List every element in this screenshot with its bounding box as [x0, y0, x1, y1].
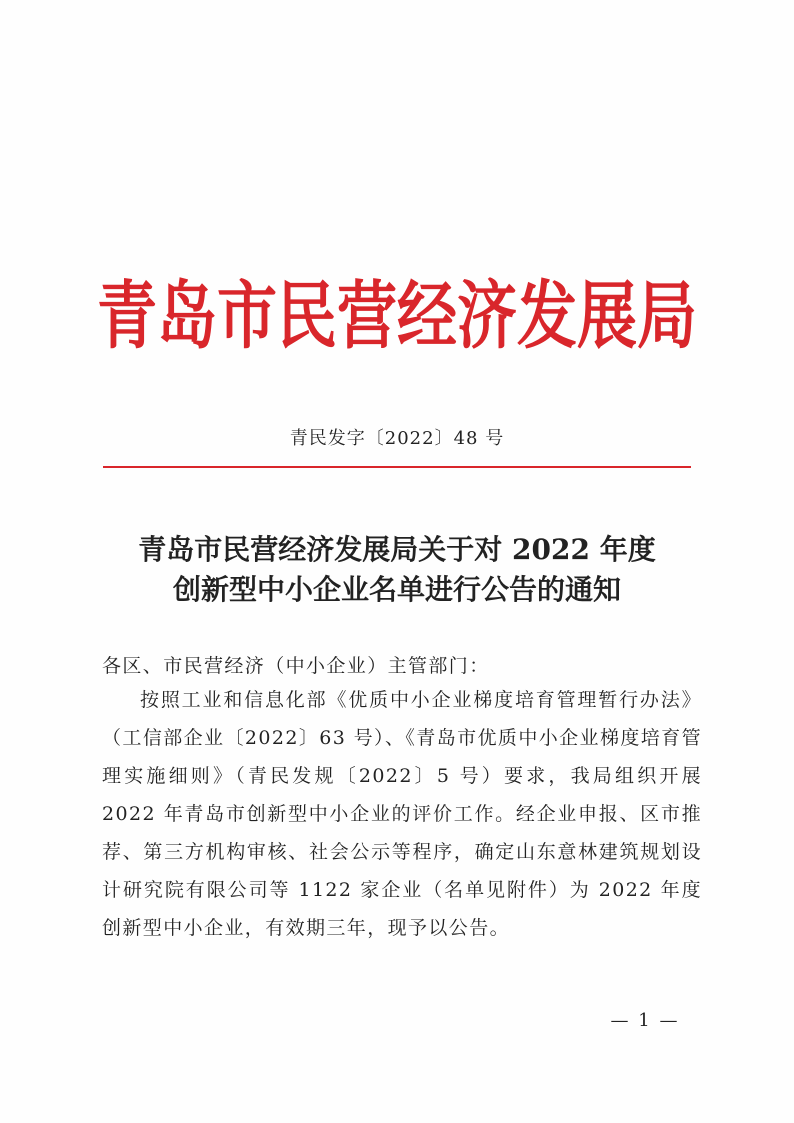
- document-number: 青民发字〔2022〕48 号: [289, 428, 505, 449]
- salutation: 各区、市民营经济（中小企业）主管部门：: [102, 655, 490, 677]
- page-number: — 1 —: [610, 1010, 680, 1031]
- red-divider-line: [103, 466, 691, 468]
- body-paragraph: 按照工业和信息化部《优质中小企业梯度培育管理暂行办法》（工信部企业〔2022〕63 号）、《青岛市优质中小企业梯度培育管理实施细则》（青民发规〔2022〕5 号）要求，我局组织开展 2022 年青岛市创新型中小企业的评价工作。经企业申报、区市推荐、第三方机构审核、社会公示等程序，确定山东意林建筑规划设计研究院有限公司等 1122 家企业（名单见附件）为 2022 年度创新型中小企业，有效期三年，现予以公告。: [102, 689, 702, 939]
- title-line-1: 青岛市民营经济发展局关于对 2022 年度: [138, 533, 656, 566]
- issuer-header: 青岛市民营经济发展局: [97, 274, 697, 360]
- title-line-2: 创新型中小企业名单进行公告的通知: [172, 573, 621, 606]
- document-title: [0, 530, 794, 610]
